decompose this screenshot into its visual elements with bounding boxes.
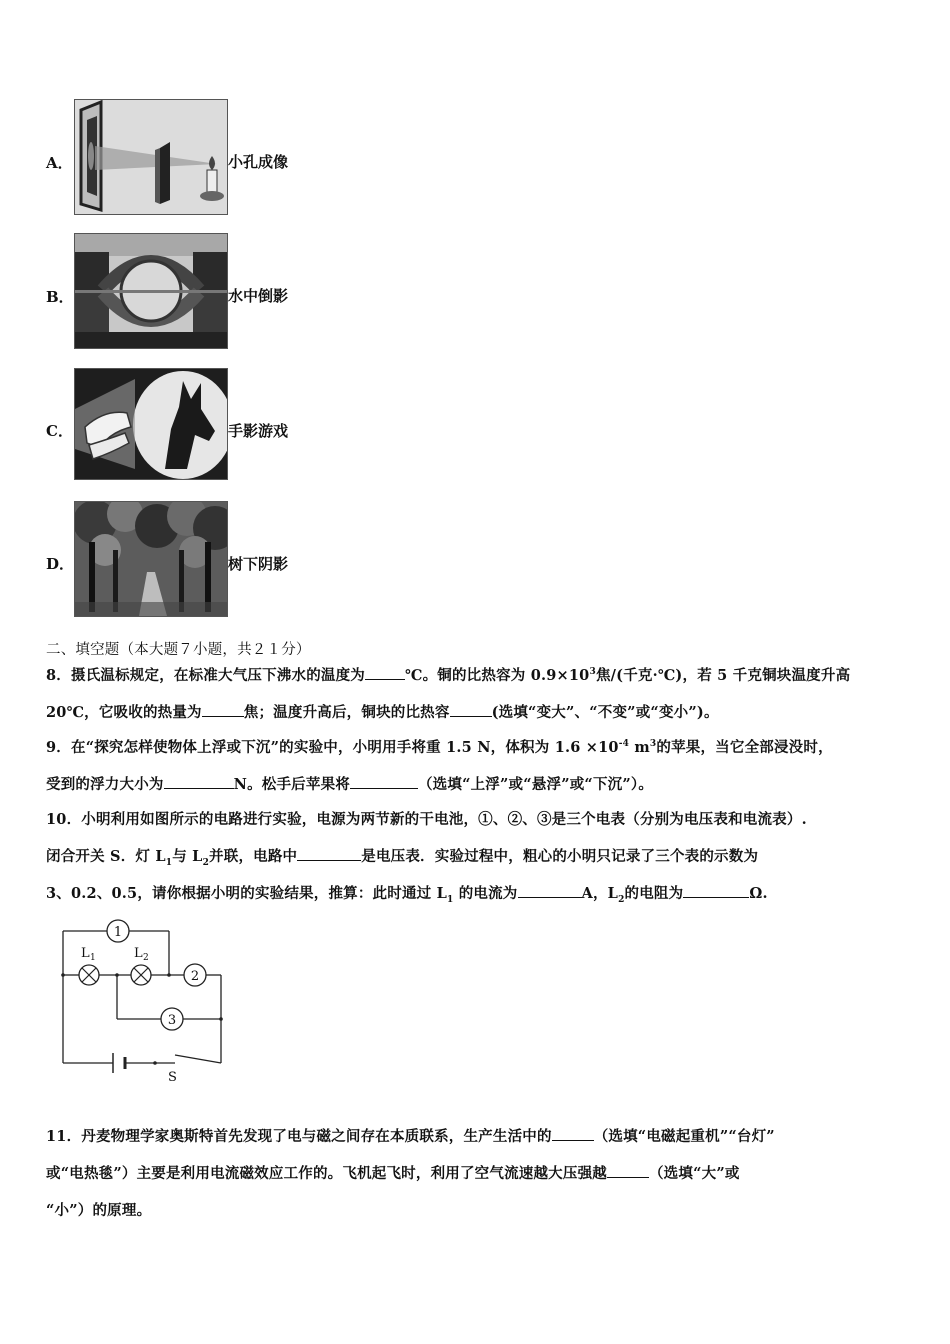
question-10-line-1 [46,808,807,829]
q10-text-b3: 并联，电路中 [209,848,298,865]
meter-2-label: 2 [190,969,200,984]
q9-exp-1: -4 [618,739,630,750]
q11-blank-2[interactable] [607,1164,649,1178]
lamp-2-label: L [134,946,143,961]
q10-sub-1: 1 [165,857,173,868]
option-c-caption: 手影游戏 [228,422,289,440]
q8-text-f: (选填“变大”、“不变”或“变小”)。 [491,704,719,721]
option-b-letter: B． [46,288,74,306]
hand-shadow-image [74,368,228,480]
q10-text-b4: 是电压表．实验过程中，粗心的小明只记录了三个表的示数为 [361,848,759,865]
option-a-letter: A． [46,154,73,172]
q10-text-b1: 闭合开关 S．灯 L [46,848,166,865]
option-a-caption: 小孔成像 [228,153,289,171]
q10-blank-1[interactable] [297,847,361,861]
q11-blank-1[interactable] [552,1127,594,1141]
q8-blank-2[interactable] [202,703,244,717]
bridge-reflection-image [74,233,228,349]
q10-sub-3: 1 [446,894,454,905]
q10-text-c4: 的电阻为 [624,885,684,902]
question-10-line-3 [46,882,768,903]
pinhole-camera-image [74,99,228,215]
question-11-line-3 [46,1199,151,1220]
q10-text-a: 10．小明利用如图所示的电路进行实验，电源为两节新的干电池，①、②、③是三个电表（分别为电压表和电流表）. [46,811,807,828]
option-c-letter: C． [46,422,73,440]
q8-exp: 3 [589,667,596,678]
meter-1-label: 1 [113,925,123,940]
question-8-line-1 [46,664,850,685]
q9-text-c: 的苹果，当它全部浸没时， [656,739,833,756]
q10-text-c2: 的电流为 [453,885,518,902]
q8-blank-3[interactable] [450,703,492,717]
q8-text-d: 20℃，它吸收的热量为 [46,704,202,721]
q9-blank-2[interactable] [350,775,418,789]
q9-text-f: （选填“上浮”或“悬浮”或“下沉”）。 [417,776,654,793]
q8-text-b: ℃。铜的比热容为 0.9×10 [405,667,590,684]
question-9-line-1 [46,736,833,757]
lamp-2-sub: 2 [143,953,149,963]
q9-text-a: 9．在“探究怎样使物体上浮或下沉”的实验中，小明用手将重 1.5 N，体积为 1.6 ×10 [46,739,619,756]
lamp-1-sub: 1 [90,953,96,963]
q9-exp-2: 3 [649,739,657,750]
question-11-line-2 [46,1162,740,1183]
q8-text-c: 焦/(千克·℃)，若 5 千克铜块温度升高 [595,667,851,684]
question-11-line-1 [46,1125,775,1146]
switch-label: S [168,1070,177,1085]
circuit-diagram [55,915,235,1085]
question-8-line-2 [46,701,719,722]
question-10-line-2 [46,845,758,866]
q10-text-b2: 与 L [172,848,203,865]
q9-text-e: N。松手后苹果将 [233,776,350,793]
option-d-letter: D． [46,555,75,573]
q11-text-d: （选填“大”或 [648,1165,740,1182]
section-title: 二、填空题（本大题７小题，共２１分） [46,642,311,658]
q11-text-a: 11．丹麦物理学家奥斯特首先发现了电与磁之间存在本质联系，生产生活中的 [46,1128,552,1145]
q8-text-a: 8．摄氏温标规定，在标准大气压下沸水的温度为 [46,667,365,684]
option-b-caption: 水中倒影 [228,287,289,305]
q10-blank-2[interactable] [518,884,582,898]
q10-text-c5: Ω. [749,885,768,902]
tree-shade-image [74,501,228,617]
q11-text-e: “小”）的原理。 [46,1202,152,1219]
q10-sub-4: 2 [618,894,625,905]
q11-text-b: （选填“电磁起重机”“台灯” [593,1128,775,1145]
q8-text-e: 焦；温度升高后，铜块的比热容 [243,704,450,721]
lamp-1-label: L [81,946,90,961]
q10-text-c3: A，L [581,885,619,902]
q10-blank-3[interactable] [683,884,749,898]
q8-blank-1[interactable] [365,666,405,680]
q9-text-b: m [629,739,650,756]
q9-text-d: 受到的浮力大小为 [46,776,164,793]
question-9-line-2 [46,773,653,794]
q10-sub-2: 2 [202,857,210,868]
q9-blank-1[interactable] [164,775,234,789]
q10-text-c1: 3、0.2、0.5，请你根据小明的实验结果，推算：此时通过 L [46,885,447,902]
option-d-caption: 树下阴影 [228,555,289,573]
meter-3-label: 3 [167,1013,177,1028]
q11-text-c: 或“电热毯”）主要是利用电流磁效应工作的。飞机起飞时，利用了空气流速越大压强越 [46,1165,607,1182]
